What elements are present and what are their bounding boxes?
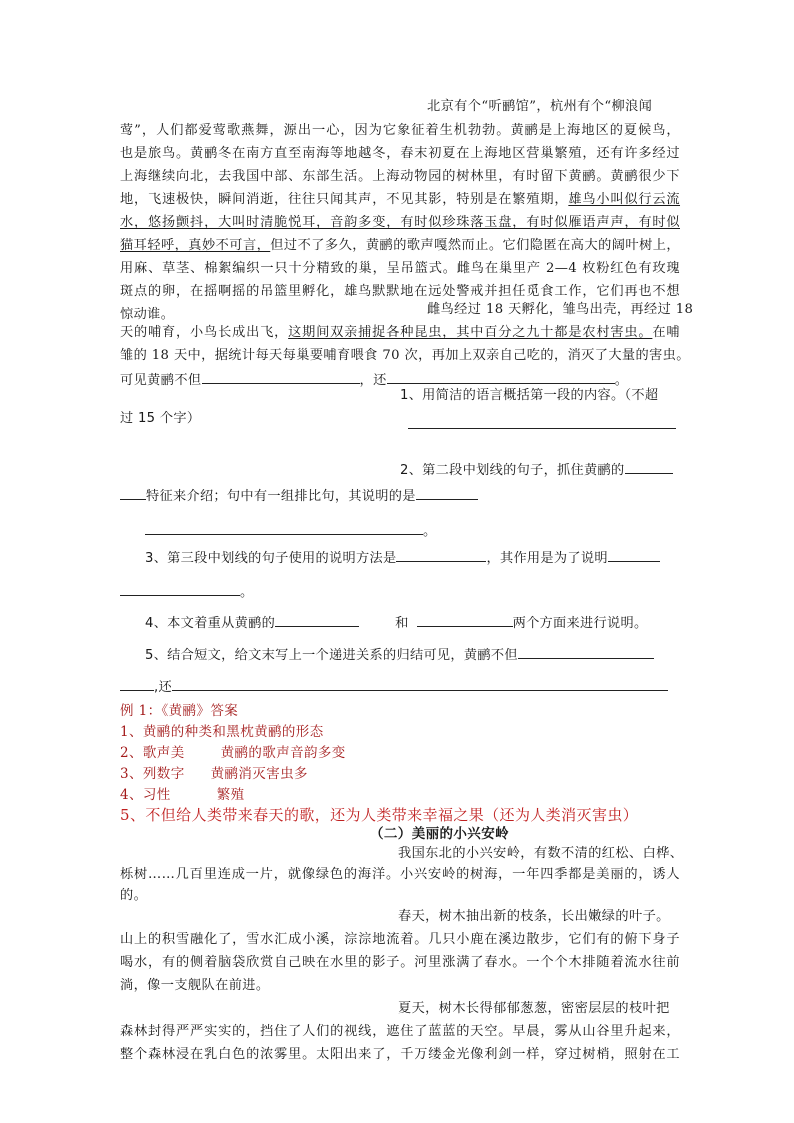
question-4 <box>145 613 685 633</box>
answer-blank[interactable] <box>275 613 359 627</box>
answer-blank[interactable] <box>120 582 240 596</box>
answer-blank[interactable] <box>396 548 486 562</box>
answer-2 <box>120 744 680 762</box>
answer-blank[interactable] <box>518 645 654 659</box>
question-2-text: 2、第二段中划线的句子，抓住黄鹂的 <box>400 463 625 478</box>
question-2 <box>400 460 680 480</box>
question-3-text: 3、第三段中划线的句子使用的说明方法是 <box>145 551 397 566</box>
passage2-line2-text: 天的哺育，小鸟长成出飞， <box>120 325 289 340</box>
question-3 <box>145 548 685 568</box>
question-3-cont <box>120 582 680 602</box>
answer-3 <box>120 765 680 783</box>
passage3-line6: 喝水，有的侧着脑袋欣赏自己映在水里的影子。河里涨满了春水。一个个木排随着流水往前 <box>120 955 680 970</box>
passage1-line7-text: 但过不了多久，黄鹂的歌声嘎然而止。它们隐匿在高大的阔叶树上， <box>270 238 680 253</box>
question-3-end: 。 <box>240 585 254 600</box>
question-2-line3 <box>145 521 705 541</box>
passage3-line10: 整个森林浸在乳白色的浓雾里。太阳出来了，千万缕金光像利剑一样，穿过树梢，照射在工 <box>120 1047 680 1062</box>
question-2-cont <box>120 486 680 506</box>
answer-blank[interactable] <box>387 370 615 384</box>
answer-blank[interactable] <box>172 677 668 691</box>
passage2-line3: 雏的 18 天中，据统计每天每巢要哺育喂食 70 次，再加上双亲自己吃的，消灭了大量的害虫。 <box>120 348 690 363</box>
answer-line-q1[interactable] <box>408 428 676 429</box>
passage2-line2 <box>120 324 680 342</box>
question-1-cont: 过 15 个字） <box>120 411 201 426</box>
question-5-text2: ,还 <box>154 680 172 695</box>
passage1-line10: 惊动谁。 <box>120 307 175 322</box>
passage3-line1: 我国东北的小兴安岭，有数不清的红松、白桦、 <box>398 846 684 861</box>
answer-2-detail: 黄鹂的歌声音韵多变 <box>220 745 346 761</box>
answer-5: 5、不但给人类带来春天的歌，还为人类带来幸福之果（还为人类消灭害虫） <box>120 806 639 824</box>
question-2-end: 。 <box>423 524 437 539</box>
answer-blank[interactable] <box>417 613 513 627</box>
answer-blank[interactable] <box>625 460 673 474</box>
passage2-line4-text: 可见黄鹂不但 <box>120 373 202 388</box>
question-4-end: 两个方面来进行说明。 <box>512 616 648 631</box>
question-5 <box>145 645 685 665</box>
passage1-line5 <box>120 191 680 209</box>
answer-blank[interactable] <box>416 486 478 500</box>
answer-blank[interactable] <box>120 486 146 500</box>
question-5-text: 5、结合短文，给文末写上一个递进关系的归结可见，黄鹂不但 <box>145 648 518 663</box>
passage2-line4-mid: ，还 <box>359 373 387 388</box>
passage3-line5: 山上的积雪融化了，雪水汇成小溪，淙淙地流着。几只小鹿在溪边散步，它们有的俯下身子 <box>120 932 680 947</box>
passage3-line3: 的。 <box>120 888 148 903</box>
answer-1: 1、黄鹂的种类和黑枕黄鹂的形态 <box>120 724 324 740</box>
answer-4-label: 4、习性 <box>120 787 171 803</box>
section-title: （二）美丽的小兴安岭 <box>370 826 509 842</box>
passage1-line5-text: 地，飞速极快，瞬间消逝，往往只闻其声，不见其影，特别是在繁殖期， <box>120 192 569 207</box>
passage1-line1: 北京有个“听鹂馆”，杭州有个“柳浪闻 <box>427 99 653 114</box>
passage1-line3: 也是旅鸟。黄鹂冬在南方直至南海等地越冬，春末初夏在上海地区营巢繁殖，还有许多经过 <box>120 146 680 161</box>
answer-4 <box>120 786 680 804</box>
underlined-sentence-end: 猫耳轻呼，真妙不可言， <box>120 238 271 253</box>
passage1-line6: 水，悠扬颤抖，大叫时清脆悦耳，音韵多变，有时似珍珠落玉盘，有时似雁语声声，有时似 <box>120 215 680 230</box>
answer-4-detail: 繁殖 <box>216 787 245 803</box>
question-5-cont <box>120 677 680 697</box>
passage1-line9: 斑点的卵，在摇啊摇的吊篮里孵化，雄鸟默默地在远处警戒并担任觅食工作，它们再也不想 <box>120 284 680 299</box>
question-3-text2: ，其作用是为了说明 <box>486 551 608 566</box>
question-4-and: 和 <box>395 616 409 631</box>
underlined-sentence: 雄鸟小叫似行云流 <box>568 192 681 207</box>
question-1: 1、用简洁的语言概括第一段的内容。（不超 <box>400 388 659 403</box>
passage3-line2: 栎树……几百里连成一片，就像绿色的海洋。小兴安岭的树海，一年四季都是美丽的，诱人 <box>120 867 680 882</box>
underlined-sentence-3: 这期间双亲捕捉各种昆虫，其中百分之九十都是农村害虫。 <box>288 325 653 340</box>
passage1-line2: 莺”，人们都爱莺歌燕舞，源出一心，因为它象征着生机勃勃。黄鹂是上海地区的夏候鸟， <box>120 123 680 138</box>
answer-blank[interactable] <box>608 548 660 562</box>
passage3-line9: 森林封得严严实实的，挡住了人们的视线，遮住了蓝蓝的天空。早晨，雾从山谷里升起来， <box>120 1024 680 1039</box>
answers-title: 例 1：《黄鹂》答案 <box>120 703 239 719</box>
passage1-line8: 用麻、草茎、棉絮编织一只十分精致的巢，呈吊篮式。雌鸟在巢里产 2—4 枚粉红色有玫瑰 <box>120 261 680 276</box>
passage2-line4-end: 。 <box>614 373 629 388</box>
answer-3-detail: 黄鹂消灭害虫多 <box>210 766 308 782</box>
answer-blank[interactable] <box>145 521 423 535</box>
answer-blank[interactable] <box>120 677 154 691</box>
passage2-line1: 雌鸟经过 18 天孵化，雏鸟出壳，再经过 18 <box>427 302 694 317</box>
passage3-line7: 淌，像一支舰队在前进。 <box>120 978 270 993</box>
passage1-line7 <box>120 237 680 255</box>
passage1-line4: 上海继续向北，去我国中部、东部生活。上海动物园的树林里，有时留下黄鹂。黄鹂很少下 <box>120 169 680 184</box>
answer-blank[interactable] <box>202 370 360 384</box>
answer-3-label: 3、列数字 <box>120 766 185 782</box>
answer-2-label: 2、歌声美 <box>120 745 185 761</box>
question-2-text2: 特征来介绍；句中有一组排比句，其说明的是 <box>146 489 416 504</box>
passage3-line4: 春天，树木抽出新的枝条，长出嫩绿的叶子。 <box>398 909 670 924</box>
passage2-line2-tail: 在哺 <box>652 325 680 340</box>
question-4-text: 4、本文着重从黄鹂的 <box>145 616 276 631</box>
passage3-line8: 夏天，树木长得郁郁葱葱，密密层层的枝叶把 <box>398 1001 670 1016</box>
